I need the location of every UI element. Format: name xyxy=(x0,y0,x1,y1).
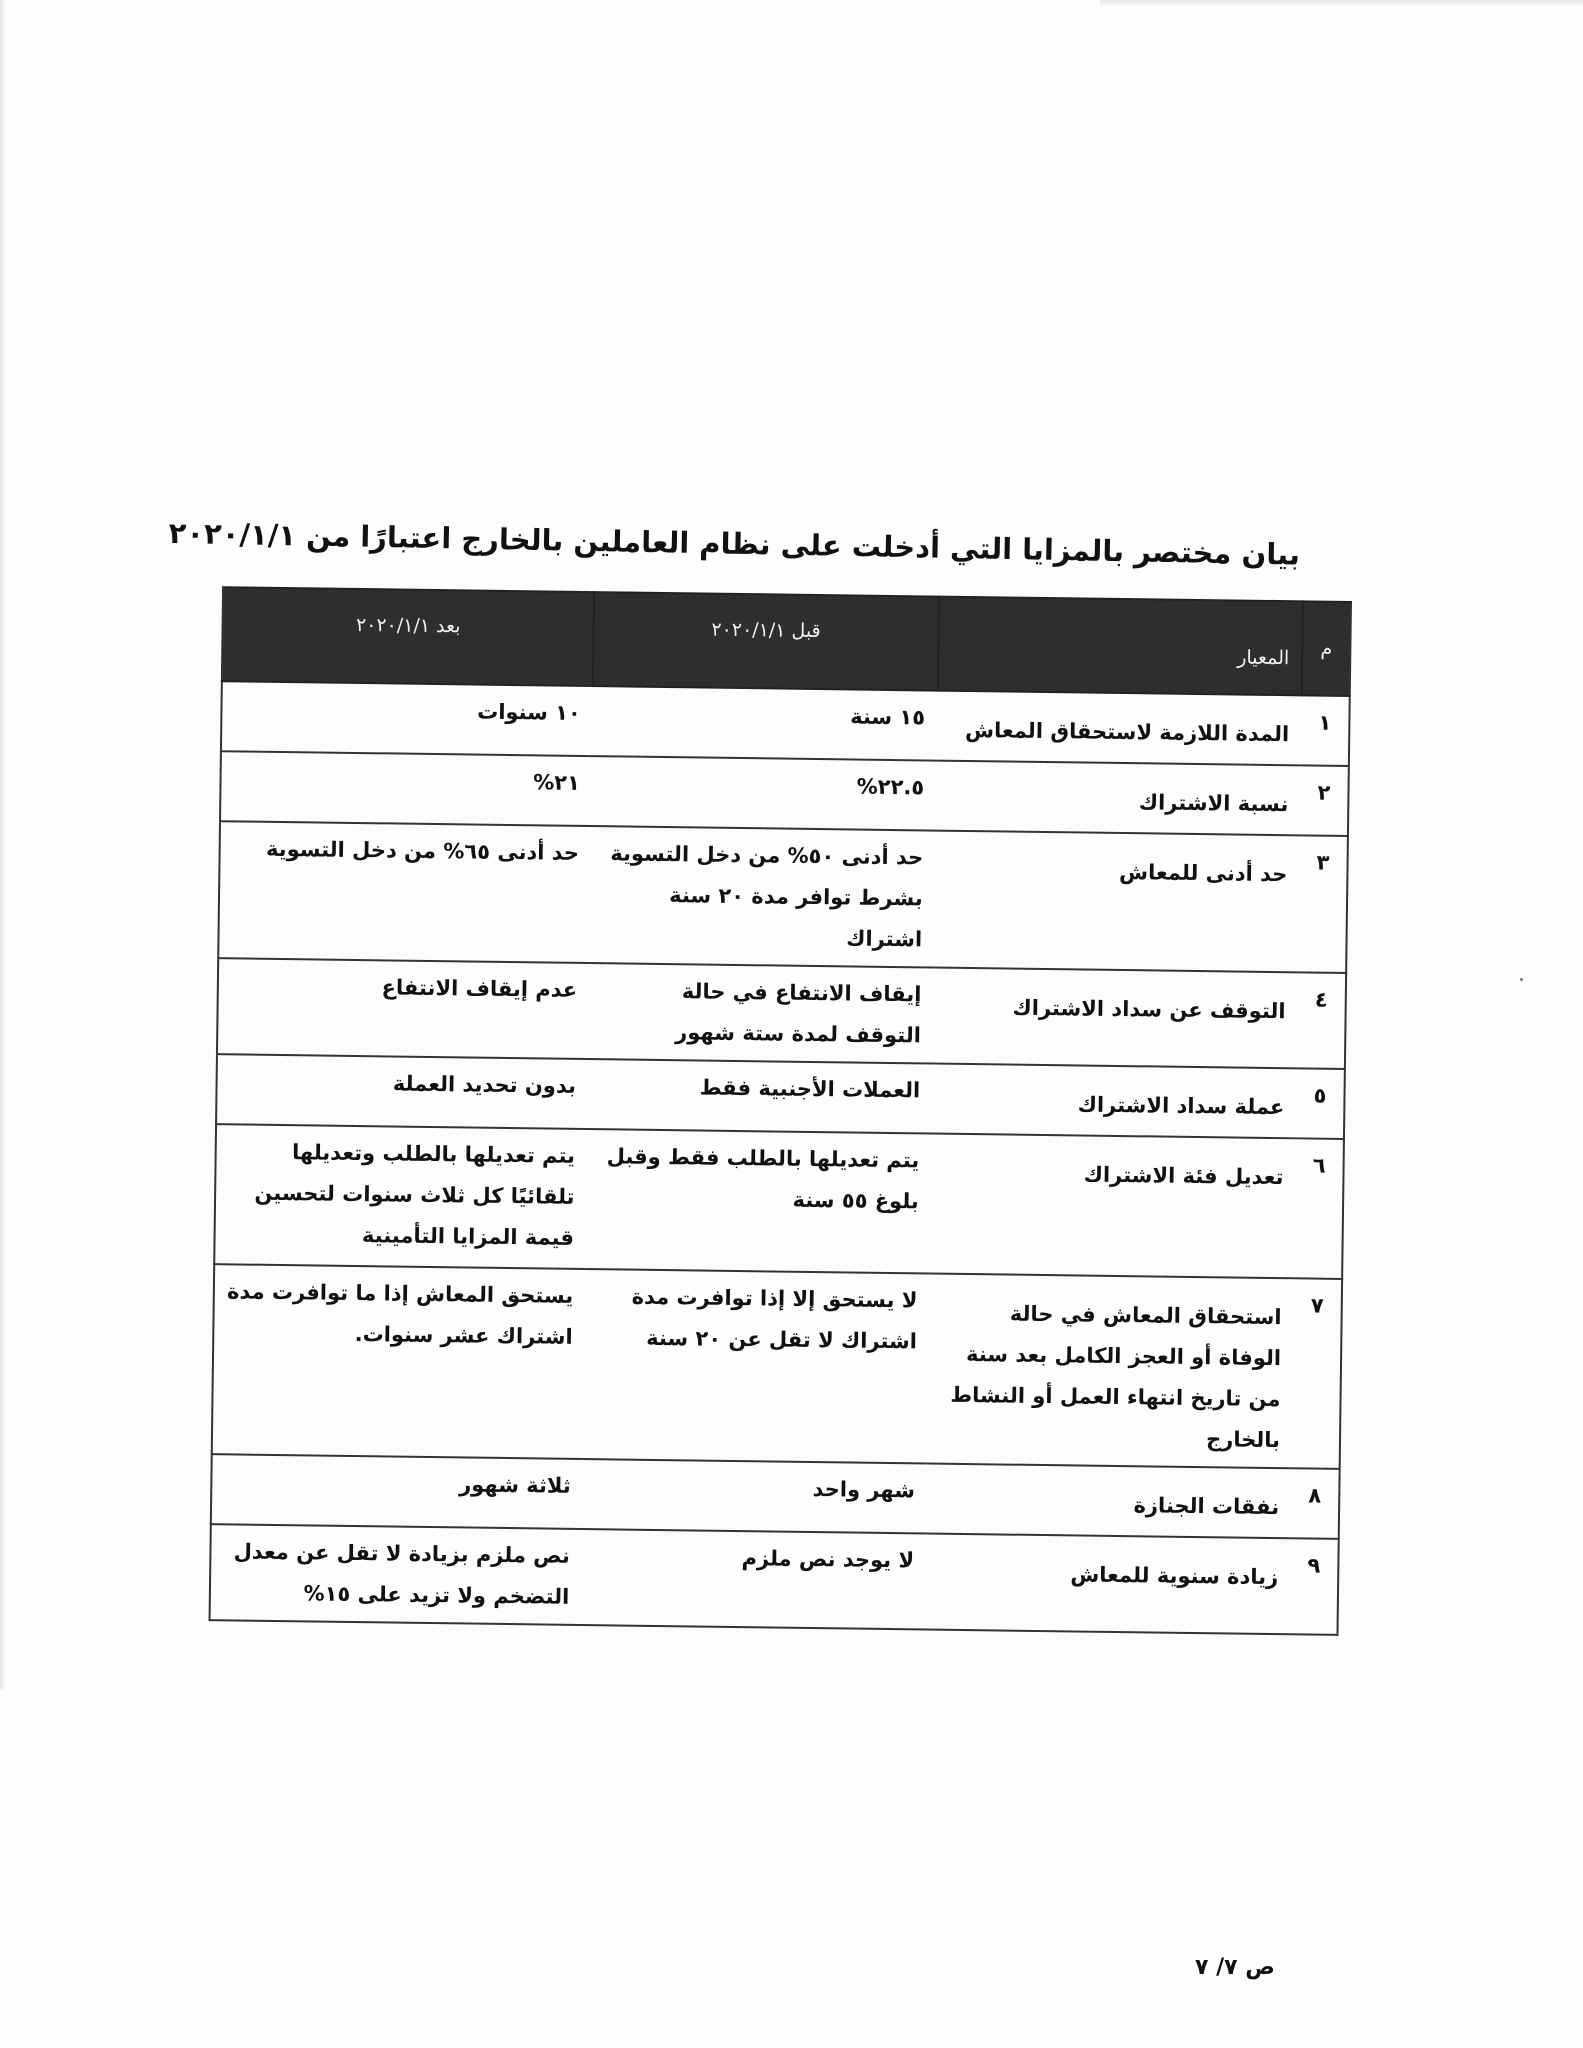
table-row xyxy=(210,1524,1339,1635)
row-number: ٨ xyxy=(1291,1468,1340,1539)
before-cell: ١٥ سنة xyxy=(592,686,937,761)
criterion-cell: التوقف عن سداد الاشتراك xyxy=(933,968,1299,1069)
before-cell: إيقاف الانتفاع في حالة التوقف لمدة ستة شهور xyxy=(588,963,934,1063)
criterion-cell: تعديل فئة الاشتراك xyxy=(930,1134,1296,1279)
row-number: ٩ xyxy=(1289,1538,1338,1635)
benefits-table-wrapper xyxy=(209,586,1352,1636)
criterion-cell: زيادة سنوية للمعاش xyxy=(925,1534,1291,1635)
table-header xyxy=(222,587,1351,696)
row-number: ٣ xyxy=(1298,835,1348,973)
after-cell: عدم إيقاف الانتفاع xyxy=(217,958,590,1059)
table-row xyxy=(212,1264,1342,1469)
before-cell: ٢٢.٥% xyxy=(591,756,936,831)
after-cell: بدون تحديد العملة xyxy=(216,1054,588,1129)
header-num: م xyxy=(1302,601,1351,696)
before-cell: حد أدنى ٥٠% من دخل التسوية بشرط توافر مدة ٢٠ سنة اشتراك xyxy=(590,826,936,967)
page-number: ص ٧/ ٧ xyxy=(1195,1955,1275,1980)
criterion-cell: حد أدنى للمعاش xyxy=(934,831,1300,973)
header-before: قبل ٢٠٢٠/١/١ xyxy=(593,592,938,690)
table-row xyxy=(214,1124,1344,1279)
criterion-cell: نسبة الاشتراك xyxy=(936,761,1301,836)
row-number: ١ xyxy=(1301,695,1350,766)
before-cell: العملات الأجنبية فقط xyxy=(587,1059,932,1134)
criterion-cell: استحقاق المعاش في حالة الوفاة أو العجز الكامل بعد سنة من تاريخ انتهاء العمل أو النشاط بالخارج xyxy=(927,1274,1294,1469)
row-number: ٦ xyxy=(1294,1138,1344,1279)
header-criterion: المعيار xyxy=(937,597,1303,696)
after-cell: ١٠ سنوات xyxy=(221,681,593,756)
table-row xyxy=(217,958,1346,1069)
criterion-cell: نفقات الجنازة xyxy=(926,1464,1291,1539)
after-cell: يستحق المعاش إذا ما توافرت مدة اشتراك عشر سنوات. xyxy=(212,1264,586,1459)
criterion-cell: المدة اللازمة لاستحقاق المعاش xyxy=(937,691,1302,766)
header-row xyxy=(222,587,1351,696)
header-after: بعد ٢٠٢٠/١/١ xyxy=(222,587,595,686)
after-cell: ثلاثة شهور xyxy=(211,1454,583,1529)
table-body xyxy=(210,681,1350,1635)
before-cell: يتم تعديلها بالطلب فقط وقبل بلوغ ٥٥ سنة xyxy=(586,1129,932,1273)
after-cell: ٢١% xyxy=(220,751,592,826)
criterion-cell: عملة سداد الاشتراك xyxy=(932,1064,1297,1139)
after-cell: نص ملزم بزيادة لا تقل عن معدل التضخم ولا تزيد على ١٥% xyxy=(210,1524,583,1625)
before-cell: شهر واحد xyxy=(582,1459,927,1534)
before-cell: لا يستحق إلا إذا توافرت مدة اشتراك لا تقل عن ٢٠ سنة xyxy=(583,1269,930,1463)
page-title: بيان مختصر بالمزايا التي أدخلت على نظام العاملين بالخارج اعتبارًا من ٢٠٢٠/١/١ xyxy=(168,515,1301,572)
table-row xyxy=(218,821,1348,973)
row-number: ٤ xyxy=(1297,972,1346,1069)
row-number: ٢ xyxy=(1300,765,1349,836)
scan-edge-left xyxy=(0,0,6,1690)
before-cell: لا يوجد نص ملزم xyxy=(581,1529,927,1629)
row-number: ٥ xyxy=(1296,1068,1345,1139)
scan-edge-top xyxy=(1100,0,1583,6)
after-cell: حد أدنى ٦٥% من دخل التسوية xyxy=(218,821,591,963)
benefits-table xyxy=(209,586,1352,1636)
row-number: ٧ xyxy=(1292,1278,1343,1469)
scan-speck xyxy=(1520,978,1523,981)
after-cell: يتم تعديلها بالطلب وتعديلها تلقائيًا كل ثلاث سنوات لتحسين قيمة المزايا التأمينية xyxy=(214,1124,587,1269)
